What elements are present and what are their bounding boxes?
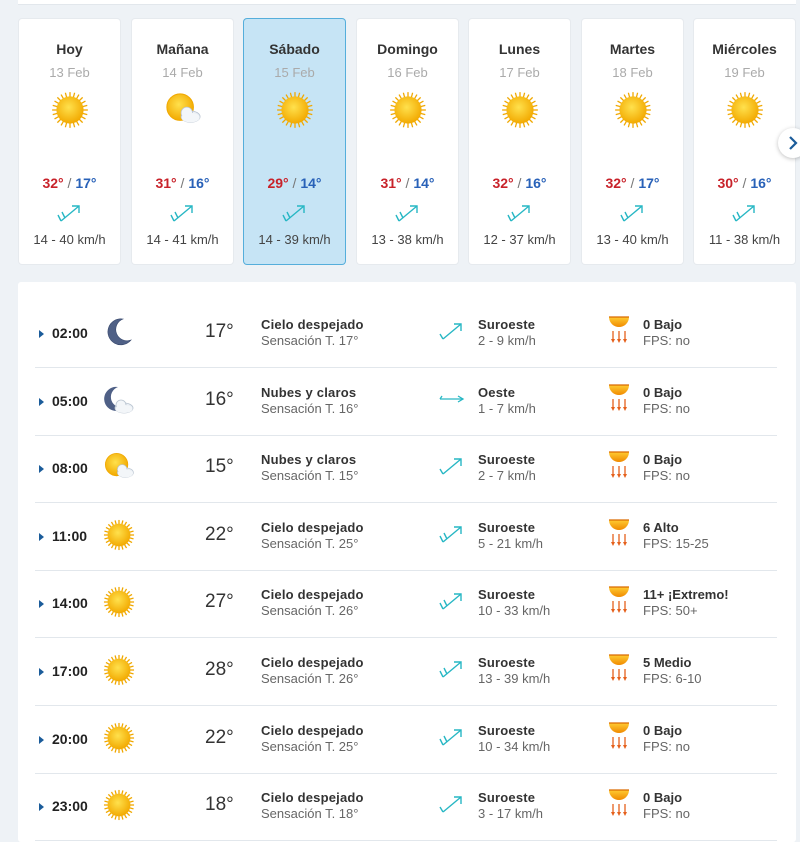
wind-speed: 10 - 34 km/h — [478, 738, 551, 754]
hourly-forecast-panel — [18, 282, 796, 842]
day-name: Martes — [609, 41, 656, 57]
hour-time: 14:00 — [52, 595, 88, 612]
uv-index-icon — [607, 314, 631, 344]
temp-separator: / — [405, 175, 410, 191]
fps-recommendation: FPS: 6-10 — [643, 671, 702, 686]
max-temp: 32° — [42, 175, 64, 191]
hourly-row[interactable] — [35, 773, 777, 841]
hour-temperature: 28° — [205, 659, 234, 680]
day-date: 18 Feb — [612, 65, 653, 80]
wind-speed: 5 - 21 km/h — [478, 535, 544, 551]
wind-southwest-strong-icon — [439, 658, 465, 680]
fps-recommendation: FPS: no — [643, 738, 690, 754]
day-card[interactable] — [357, 19, 458, 264]
uv-index: 0 Bajo — [643, 790, 683, 806]
uv-index: 0 Bajo — [643, 384, 683, 400]
next-days-button[interactable] — [778, 128, 800, 158]
wind-southwest-icon — [439, 320, 465, 342]
hourly-row[interactable] — [35, 570, 777, 638]
hour-temperature: 17° — [205, 321, 234, 342]
expand-caret-icon[interactable] — [39, 398, 44, 406]
wind-direction: Suroeste — [478, 519, 536, 535]
temp-separator: / — [292, 175, 297, 191]
sun-icon — [51, 91, 89, 129]
wind-direction: Suroeste — [478, 317, 536, 332]
chevron-right-icon — [788, 136, 798, 150]
sky-condition: Cielo despejado — [261, 519, 364, 535]
strip-top-edge — [18, 0, 796, 5]
hour-temperature: 15° — [205, 456, 234, 478]
hourly-row[interactable] — [35, 300, 777, 368]
sky-condition: Cielo despejado — [261, 790, 364, 806]
sky-condition: Cielo despejado — [261, 655, 364, 670]
max-temp: 32° — [605, 175, 627, 191]
day-card[interactable] — [469, 19, 570, 264]
min-temp: 14° — [413, 175, 435, 191]
wind-southwest-icon — [439, 793, 465, 815]
sun-icon — [501, 91, 539, 129]
moon-icon — [103, 316, 135, 348]
wind-speed: 2 - 7 km/h — [478, 468, 536, 484]
sky-condition: Nubes y claros — [261, 384, 357, 400]
wind-speed: 1 - 7 km/h — [478, 400, 536, 416]
sun-icon — [389, 91, 427, 129]
expand-caret-icon[interactable] — [39, 330, 44, 338]
fps-recommendation: FPS: no — [643, 333, 690, 348]
expand-caret-icon[interactable] — [39, 533, 44, 541]
expand-caret-icon[interactable] — [39, 668, 44, 676]
hourly-row[interactable] — [35, 368, 777, 436]
day-temperatures — [357, 175, 458, 191]
hour-temperature: 22° — [205, 523, 234, 545]
daily-forecast-strip — [0, 0, 800, 268]
hourly-row[interactable] — [35, 503, 777, 571]
hour-time: 20:00 — [52, 730, 88, 747]
feels-like: Sensación T. 15° — [261, 468, 359, 484]
wind-direction: Suroeste — [478, 587, 536, 603]
wind-direction-icon — [620, 202, 646, 224]
uv-index: 6 Alto — [643, 519, 679, 535]
wind-direction-icon — [170, 202, 196, 224]
uv-index: 0 Bajo — [643, 317, 683, 332]
hourly-row[interactable] — [35, 638, 777, 706]
wind-direction: Suroeste — [478, 790, 536, 806]
sun-icon — [103, 586, 135, 618]
temp-separator: / — [180, 175, 185, 191]
min-temp: 16° — [188, 175, 210, 191]
wind-southwest-icon — [439, 455, 465, 477]
day-card[interactable] — [244, 19, 345, 264]
day-temperatures — [132, 175, 233, 191]
hour-temperature: 27° — [205, 591, 234, 613]
fps-recommendation: FPS: no — [643, 468, 690, 484]
day-wind-speed: 13 - 38 km/h — [371, 232, 444, 247]
day-name: Sábado — [269, 41, 320, 57]
day-temperatures — [469, 175, 570, 191]
wind-direction-icon — [282, 202, 308, 224]
hour-time: 05:00 — [52, 392, 88, 409]
hour-time: 02:00 — [52, 325, 88, 341]
min-temp: 16° — [525, 175, 547, 191]
wind-direction-icon — [732, 202, 758, 224]
wind-speed: 13 - 39 km/h — [478, 671, 551, 686]
day-date: 13 Feb — [49, 65, 90, 80]
day-date: 14 Feb — [162, 65, 203, 80]
feels-like: Sensación T. 18° — [261, 806, 359, 822]
day-wind-speed: 14 - 41 km/h — [146, 232, 219, 247]
uv-index-icon — [607, 652, 631, 682]
day-date: 17 Feb — [499, 65, 540, 80]
day-wind-speed: 13 - 40 km/h — [596, 232, 669, 247]
day-date: 19 Feb — [724, 65, 765, 80]
feels-like: Sensación T. 17° — [261, 333, 359, 348]
wind-southwest-strong-icon — [439, 523, 465, 545]
fps-recommendation: FPS: no — [643, 806, 690, 822]
wind-direction-icon — [507, 202, 533, 224]
sun-icon — [103, 654, 135, 686]
temp-separator: / — [67, 175, 72, 191]
sun-cloud-icon — [103, 451, 135, 483]
expand-caret-icon[interactable] — [39, 600, 44, 608]
fps-recommendation: FPS: 50+ — [643, 603, 698, 619]
max-temp: 30° — [717, 175, 739, 191]
sun-cloud-icon — [164, 91, 202, 129]
temp-separator: / — [742, 175, 747, 191]
sun-icon — [103, 519, 135, 551]
sky-condition: Cielo despejado — [261, 587, 364, 603]
wind-southwest-strong-icon — [439, 726, 465, 748]
uv-index-icon — [607, 584, 631, 614]
day-card[interactable] — [132, 19, 233, 264]
sky-condition: Nubes y claros — [261, 452, 357, 468]
hour-temperature: 18° — [205, 794, 234, 816]
hourly-row[interactable] — [35, 435, 777, 503]
feels-like: Sensación T. 25° — [261, 738, 359, 754]
sky-condition: Cielo despejado — [261, 317, 364, 332]
uv-index-icon — [607, 449, 631, 479]
max-temp: 29° — [267, 175, 289, 191]
wind-direction: Suroeste — [478, 722, 536, 738]
day-temperatures — [244, 175, 345, 191]
day-wind-speed: 11 - 38 km/h — [708, 232, 781, 247]
day-name: Hoy — [56, 41, 83, 57]
max-temp: 32° — [492, 175, 514, 191]
wind-direction-icon — [57, 202, 83, 224]
wind-direction: Oeste — [478, 384, 516, 400]
sun-icon — [614, 91, 652, 129]
day-card[interactable] — [582, 19, 683, 264]
hour-time: 17:00 — [52, 663, 88, 679]
day-temperatures — [582, 175, 683, 191]
hour-time: 08:00 — [52, 460, 88, 477]
day-wind-speed: 12 - 37 km/h — [483, 232, 556, 247]
temp-separator: / — [517, 175, 522, 191]
day-date: 15 Feb — [274, 65, 315, 80]
uv-index-icon — [607, 720, 631, 750]
hour-temperature: 16° — [205, 388, 234, 410]
uv-index-icon — [607, 787, 631, 817]
expand-caret-icon[interactable] — [39, 803, 44, 811]
wind-direction-icon — [395, 202, 421, 224]
feels-like: Sensación T. 26° — [261, 603, 359, 619]
uv-index: 11+ ¡Extremo! — [643, 587, 729, 603]
sun-icon — [103, 789, 135, 821]
sun-icon — [276, 91, 314, 129]
wind-direction: Suroeste — [478, 655, 536, 670]
hour-time: 23:00 — [52, 798, 88, 815]
wind-west-icon — [439, 388, 465, 410]
feels-like: Sensación T. 25° — [261, 535, 359, 551]
uv-index: 5 Medio — [643, 655, 692, 670]
day-wind-speed: 14 - 40 km/h — [33, 232, 106, 247]
wind-speed: 10 - 33 km/h — [478, 603, 551, 619]
moon-cloud-icon — [103, 384, 135, 416]
min-temp: 16° — [750, 175, 772, 191]
max-temp: 31° — [155, 175, 177, 191]
sky-condition: Cielo despejado — [261, 722, 364, 738]
sun-icon — [726, 91, 764, 129]
uv-index-icon — [607, 517, 631, 547]
sun-icon — [103, 722, 135, 754]
min-temp: 14° — [300, 175, 322, 191]
day-temperatures — [694, 175, 795, 191]
hourly-row[interactable] — [35, 706, 777, 774]
uv-index: 0 Bajo — [643, 722, 683, 738]
day-name: Domingo — [377, 41, 438, 57]
day-card[interactable] — [19, 19, 120, 264]
fps-recommendation: FPS: 15-25 — [643, 535, 709, 551]
uv-index: 0 Bajo — [643, 452, 683, 468]
expand-caret-icon[interactable] — [39, 465, 44, 473]
day-name: Lunes — [498, 41, 541, 57]
uv-index-icon — [607, 382, 631, 412]
expand-caret-icon[interactable] — [39, 736, 44, 744]
wind-speed: 3 - 17 km/h — [478, 806, 544, 822]
hour-temperature: 22° — [205, 726, 234, 748]
min-temp: 17° — [638, 175, 660, 191]
wind-southwest-strong-icon — [439, 590, 465, 612]
day-name: Mañana — [156, 41, 209, 57]
feels-like: Sensación T. 26° — [261, 671, 359, 686]
day-date: 16 Feb — [387, 65, 428, 80]
wind-direction: Suroeste — [478, 452, 536, 468]
feels-like: Sensación T. 16° — [261, 400, 359, 416]
min-temp: 17° — [75, 175, 97, 191]
max-temp: 31° — [380, 175, 402, 191]
wind-speed: 2 - 9 km/h — [478, 333, 536, 348]
hour-time: 11:00 — [52, 527, 88, 544]
fps-recommendation: FPS: no — [643, 400, 690, 416]
day-name: Miércoles — [712, 41, 777, 57]
day-wind-speed: 14 - 39 km/h — [258, 232, 331, 247]
day-temperatures — [19, 175, 120, 191]
temp-separator: / — [630, 175, 635, 191]
